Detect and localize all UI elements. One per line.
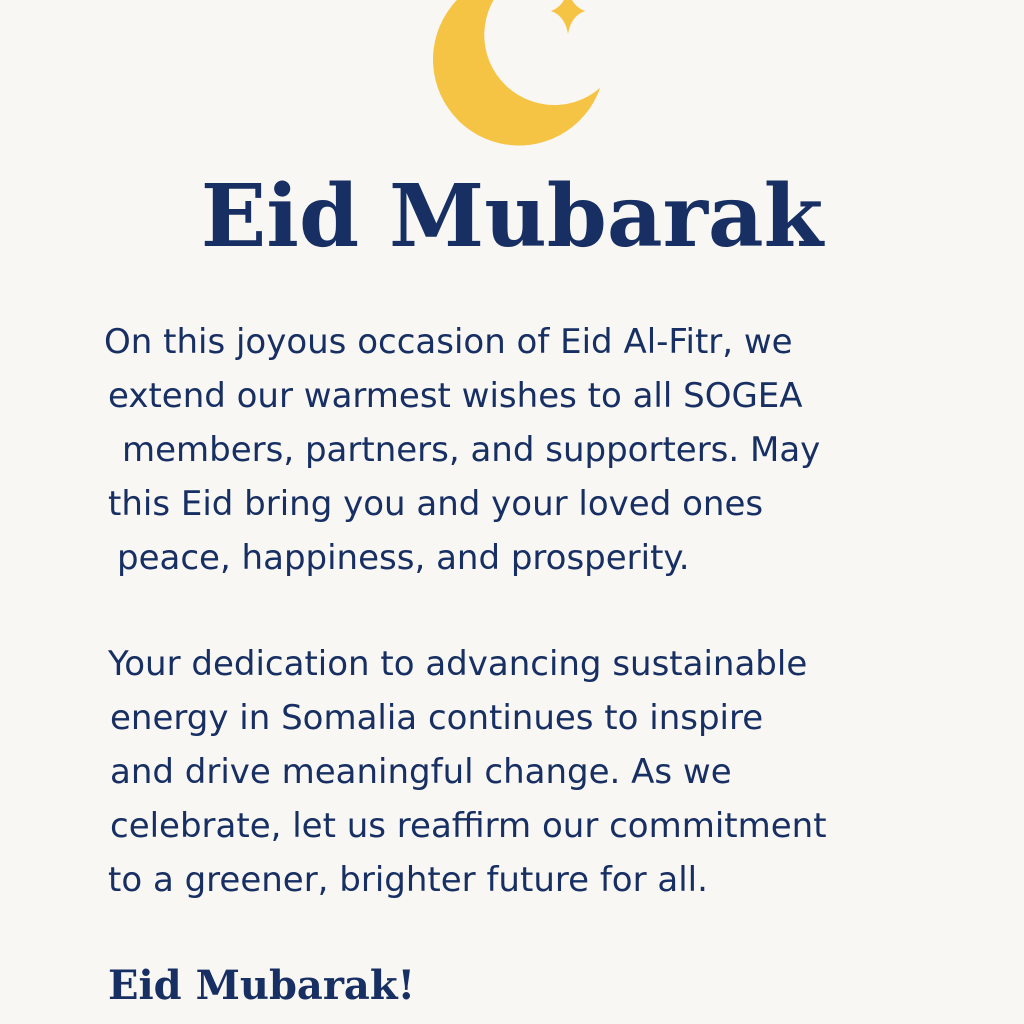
message-line: On this joyous occasion of Eid Al-Fitr, we xyxy=(104,322,793,362)
message-line: celebrate, let us reaffirm our commitment xyxy=(110,806,827,846)
message-line: Your dedication to advancing sustainable xyxy=(108,644,808,684)
message-line: to a greener, brighter future for all. xyxy=(108,860,708,900)
message-line: extend our warmest wishes to all SOGEA xyxy=(108,376,803,416)
message-line: and drive meaningful change. As we xyxy=(110,752,732,792)
message-line: members, partners, and supporters. May xyxy=(122,430,821,470)
crescent-moon-star-icon xyxy=(420,0,620,150)
closing-greeting: Eid Mubarak! xyxy=(108,962,416,1009)
message-line: energy in Somalia continues to inspire xyxy=(110,698,764,738)
card-title: Eid Mubarak xyxy=(200,166,824,267)
message-line: peace, happiness, and prosperity. xyxy=(117,538,690,578)
message-line: this Eid bring you and your loved ones xyxy=(108,484,764,524)
